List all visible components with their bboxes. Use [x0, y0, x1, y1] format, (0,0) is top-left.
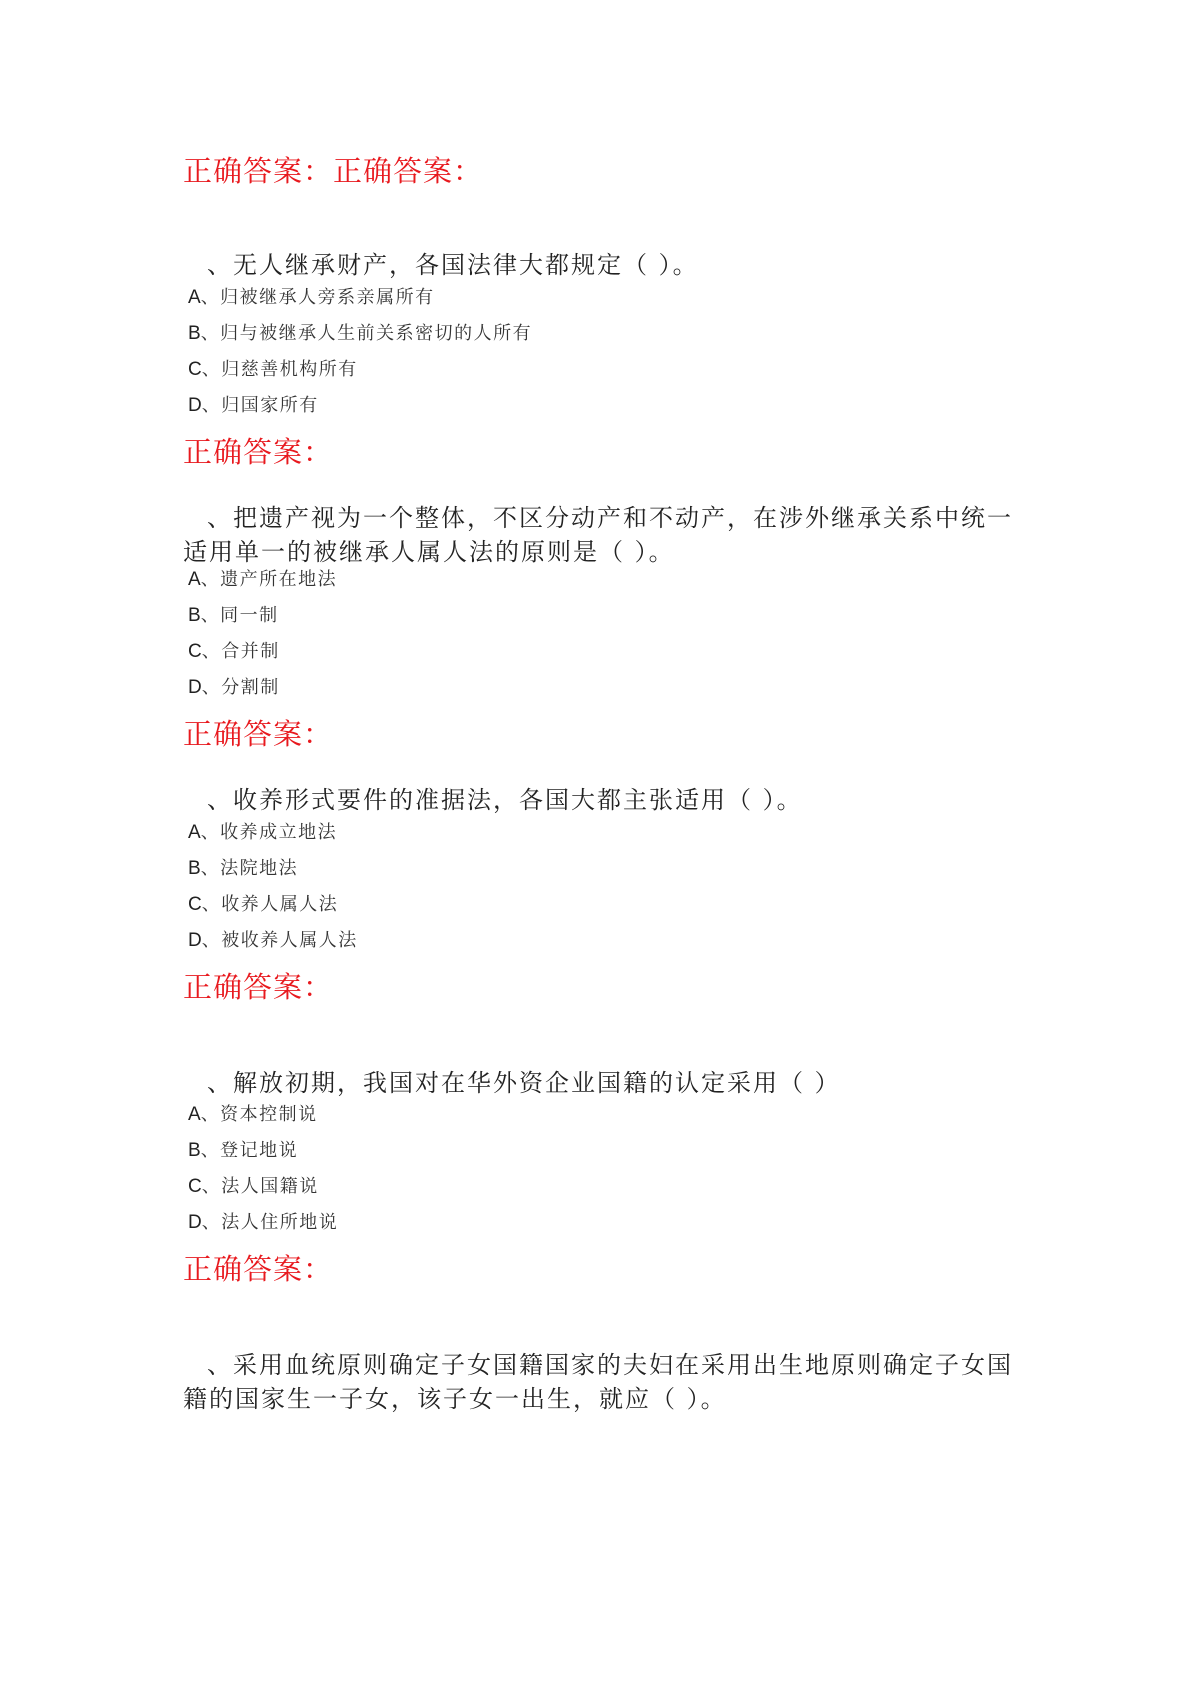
option-letter: D — [188, 395, 202, 416]
question-4-option-c — [188, 1177, 319, 1196]
question-2-option-d — [188, 678, 280, 697]
question-3-answer-label: 正确答案： — [183, 970, 334, 1004]
question-3-option-a — [188, 823, 337, 842]
option-letter: C — [188, 641, 202, 662]
option-text: 、遗产所在地法 — [200, 569, 338, 590]
option-letter: A — [188, 822, 201, 843]
question-5 — [183, 1348, 1013, 1416]
question-1 — [183, 248, 1013, 282]
option-letter: C — [188, 1176, 202, 1197]
question-1-option-c — [188, 360, 358, 379]
option-text: 、分割制 — [201, 677, 280, 698]
option-text: 、登记地说 — [200, 1140, 299, 1161]
question-1-answer-label: 正确答案： — [183, 435, 334, 469]
question-2 — [183, 501, 1013, 569]
question-4-answer-label: 正确答案： — [183, 1252, 334, 1286]
question-1-option-b — [188, 324, 532, 343]
option-text: 、法院地法 — [200, 858, 299, 879]
option-text: 、合并制 — [201, 641, 280, 662]
question-4 — [183, 1066, 1013, 1100]
option-letter: C — [188, 359, 202, 380]
option-letter: A — [188, 287, 201, 308]
question-4-line-1: 、解放初期，我国对在华外资企业国籍的认定采用（ ） — [207, 1069, 841, 1097]
option-text: 、被收养人属人法 — [201, 930, 358, 951]
question-2-option-c — [188, 642, 280, 661]
option-text: 、法人住所地说 — [201, 1212, 339, 1233]
question-2-line-2: 适用单一的被继承人属人法的原则是（ ）。 — [183, 538, 675, 566]
option-letter: B — [188, 323, 201, 344]
option-text: 、收养人属人法 — [201, 894, 339, 915]
option-letter: B — [188, 858, 201, 879]
question-4-option-a — [188, 1105, 318, 1124]
question-5-line-1: 、采用血统原则确定子女国籍国家的夫妇在采用出生地原则确定子女国 — [207, 1351, 1013, 1379]
option-text: 、法人国籍说 — [201, 1176, 319, 1197]
option-text: 、归慈善机构所有 — [201, 359, 358, 380]
option-text: 、同一制 — [200, 605, 279, 626]
question-2-option-b — [188, 606, 279, 625]
option-letter: D — [188, 677, 202, 698]
option-letter: B — [188, 1140, 201, 1161]
header-answer-label: 正确答案：正确答案： — [183, 154, 484, 188]
question-3-option-c — [188, 895, 338, 914]
option-letter: C — [188, 894, 202, 915]
question-2-answer-label: 正确答案： — [183, 717, 334, 751]
option-letter: B — [188, 605, 201, 626]
question-2-option-a — [188, 570, 337, 589]
question-1-option-a — [188, 288, 435, 307]
option-letter: D — [188, 1212, 202, 1233]
question-5-line-2: 籍的国家生一子女，该子女一出生，就应（ ）。 — [183, 1385, 727, 1413]
option-text: 、归与被继承人生前关系密切的人所有 — [200, 323, 533, 344]
question-3 — [183, 783, 1013, 817]
question-3-line-1: 、收养形式要件的准据法，各国大都主张适用（ ）。 — [207, 786, 803, 814]
question-1-line-1: 、无人继承财产，各国法律大都规定（ ）。 — [207, 251, 699, 279]
option-text: 、收养成立地法 — [200, 822, 338, 843]
question-3-option-b — [188, 859, 298, 878]
option-letter: D — [188, 930, 202, 951]
question-1-option-d — [188, 396, 319, 415]
question-3-option-d — [188, 931, 358, 950]
option-text: 、归国家所有 — [201, 395, 319, 416]
option-text: 、归被继承人旁系亲属所有 — [200, 287, 435, 308]
option-letter: A — [188, 1104, 201, 1125]
option-text: 、资本控制说 — [200, 1104, 318, 1125]
question-4-option-d — [188, 1213, 338, 1232]
question-4-option-b — [188, 1141, 298, 1160]
option-letter: A — [188, 569, 201, 590]
question-2-line-1: 、把遗产视为一个整体，不区分动产和不动产，在涉外继承关系中统一 — [207, 504, 1013, 532]
